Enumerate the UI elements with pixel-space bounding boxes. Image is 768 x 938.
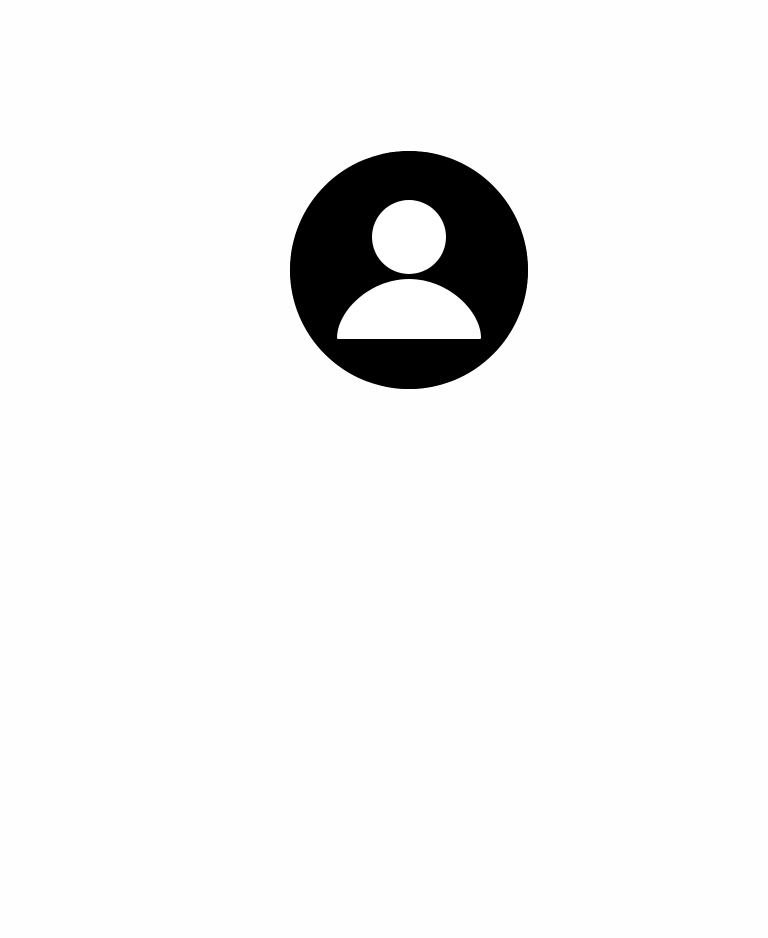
avatar [290, 151, 528, 389]
user-icon [290, 151, 528, 389]
user-icon-head [372, 200, 446, 274]
